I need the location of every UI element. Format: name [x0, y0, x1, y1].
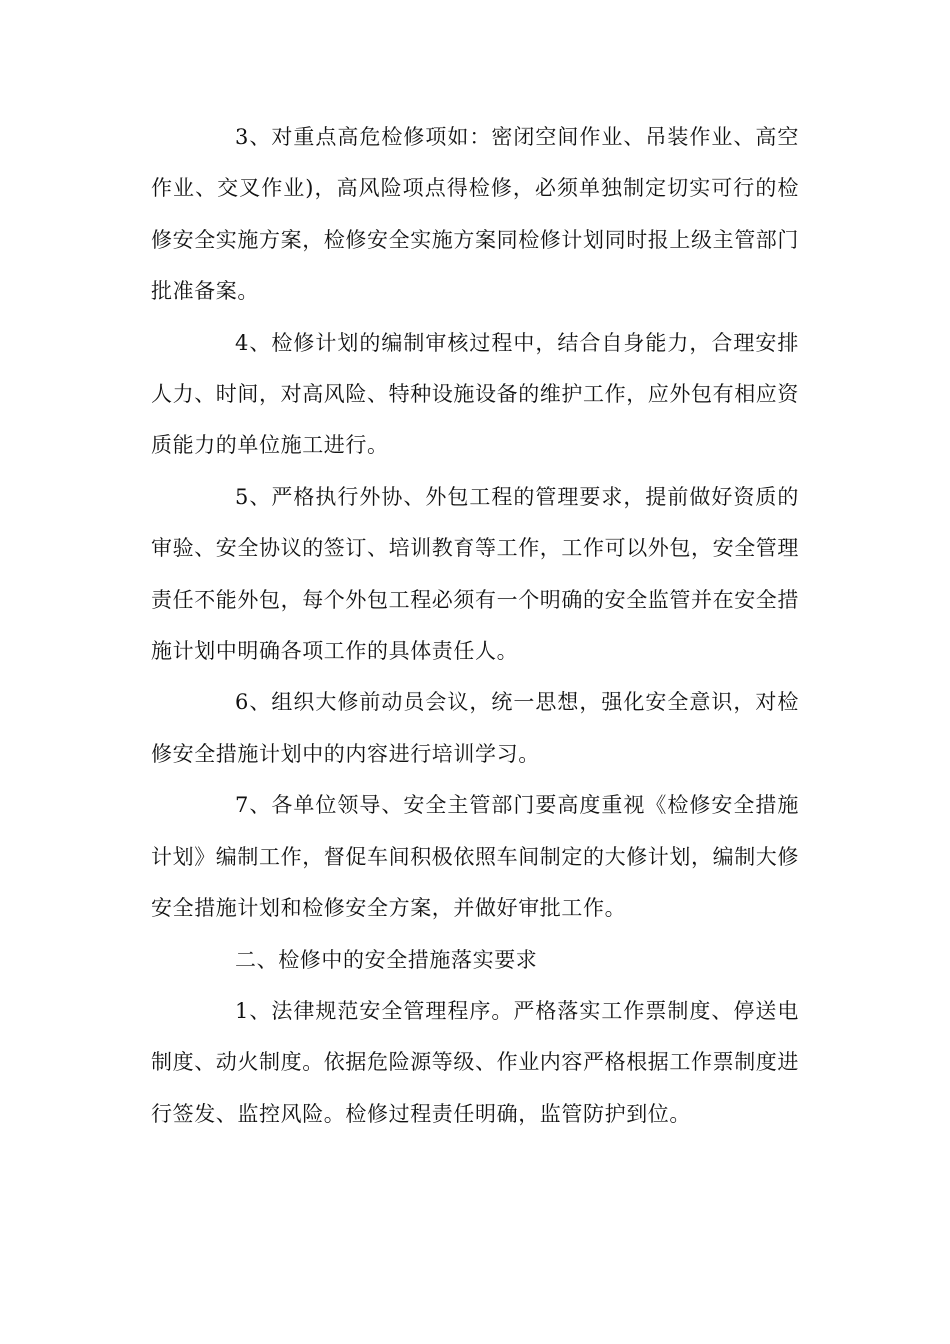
document-body	[151, 112, 799, 1140]
paragraph-item-4: 4、检修计划的编制审核过程中，结合自身能力，合理安排人力、时间，对高风险、特种设施设备的维护工作，应外包有相应资质能力的单位施工进行。	[151, 330, 799, 458]
paragraph-item-5: 5、严格执行外协、外包工程的管理要求，提前做好资质的审验、安全协议的签订、培训教育等工作，工作可以外包，安全管理责任不能外包，每个外包工程必须有一个明确的安全监管并在安全措施计划中明确各项工作的具体责任人。	[151, 484, 799, 664]
paragraph-item-1: 1、法律规范安全管理程序。严格落实工作票制度、停送电制度、动火制度。依据危险源等级、作业内容严格根据工作票制度进行签发、监控风险。检修过程责任明确，监管防护到位。	[151, 998, 799, 1126]
section-heading: 二、检修中的安全措施落实要求	[235, 947, 538, 972]
paragraph-item-7: 7、各单位领导、安全主管部门要高度重视《检修安全措施计划》编制工作，督促车间积极依照车间制定的大修计划，编制大修安全措施计划和检修安全方案，并做好审批工作。	[151, 793, 799, 921]
paragraph-item-3: 3、对重点高危检修项如：密闭空间作业、吊装作业、高空作业、交叉作业)，高风险项点得检修，必须单独制定切实可行的检修安全实施方案，检修安全实施方案同检修计划同时报上级主管部门批准备案。	[151, 125, 799, 304]
paragraph-item-6: 6、组织大修前动员会议，统一思想，强化安全意识，对检修安全措施计划中的内容进行培训学习。	[151, 690, 799, 766]
